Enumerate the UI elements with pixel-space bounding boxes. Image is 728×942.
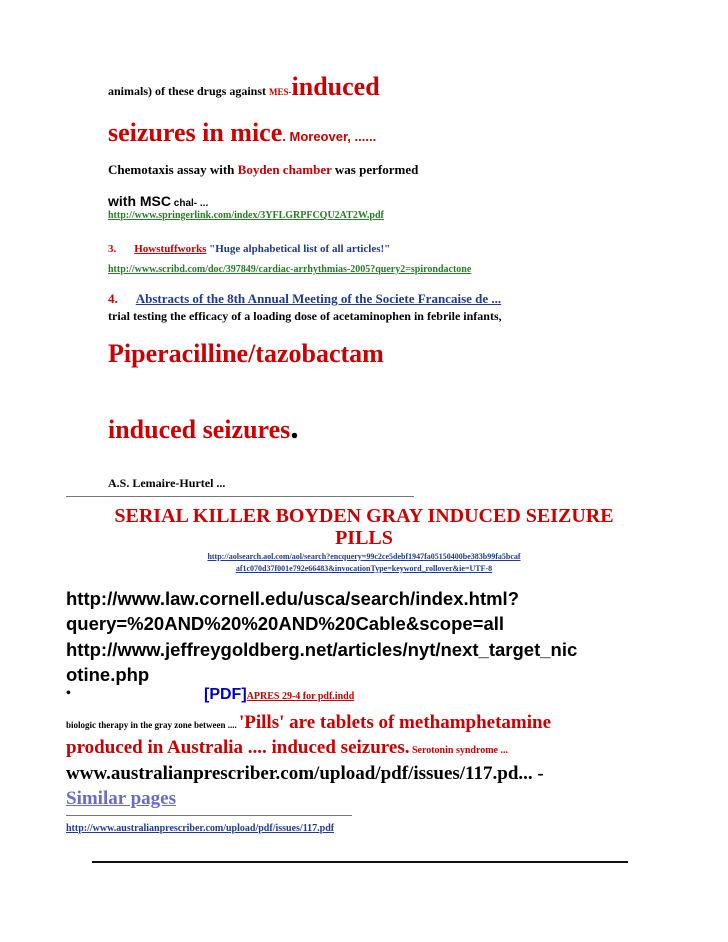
serial-killer-heading-line-1: SERIAL KILLER BOYDEN GRAY INDUCED SEIZURE xyxy=(114,505,614,527)
item-3-text: "Huge alphabetical list of all articles!" xyxy=(206,243,391,255)
biologic-text: biologic therapy in the gray zone between .... xyxy=(66,720,239,730)
goldberg-url-line-1[interactable]: http://www.jeffreygoldberg.net/articles/nyt/next_target_nic xyxy=(66,639,578,660)
goldberg-url-line-2[interactable]: otine.php xyxy=(66,664,150,685)
abstracts-link[interactable]: Abstracts of the 8th Annual Meeting of the Societe Francaise de ... xyxy=(135,291,502,306)
cornell-url-line-1[interactable]: http://www.law.cornell.edu/usca/search/index.html? xyxy=(66,588,519,609)
howstuffworks-link[interactable]: Howstuffworks xyxy=(134,243,207,255)
snippet-line-3 xyxy=(108,162,418,178)
serotonin-text: Serotonin syndrome ... xyxy=(409,745,508,756)
author-line: A.S. Lemaire-Hurtel ... xyxy=(108,476,226,490)
pdf-bullet: • xyxy=(66,686,71,701)
biologic-line xyxy=(66,712,551,734)
aolsearch-url-line-2[interactable]: af1c070d37f001e792e66483&invocationType=keyword_rollover&ie=UTF-8 xyxy=(235,564,493,573)
pills-text: 'Pills' are tablets of methamphetamine xyxy=(238,712,552,733)
induced-seizures-text: induced seizures xyxy=(108,415,291,444)
pdf-tag: [PDF] xyxy=(204,686,247,703)
produced-line xyxy=(66,737,508,759)
induced-word: induced xyxy=(291,72,380,101)
snippet-line-1 xyxy=(108,72,380,102)
divider-top xyxy=(66,496,414,497)
springerlink-url[interactable]: http://www.springerlink.com/index/3YFLGRPFCQU2AT2W.pdf xyxy=(108,210,384,221)
snippet-line-2 xyxy=(108,118,376,148)
similar-pages-link[interactable]: Similar pages xyxy=(66,788,176,809)
seizures-in-mice: seizures in mice xyxy=(108,118,283,147)
performed-text: was performed xyxy=(331,162,419,177)
item-4-number: 4. xyxy=(108,291,118,306)
snippet-line-4 xyxy=(108,193,208,211)
cornell-url-line-2[interactable]: query=%20AND%20%20AND%20Cable&scope=all xyxy=(66,613,505,634)
induced-seizures-line xyxy=(108,409,299,447)
period-mark: . xyxy=(290,409,299,446)
mes-label: MES- xyxy=(269,87,292,97)
item-3 xyxy=(108,243,390,255)
produced-text: produced in Australia .... induced seizures. xyxy=(66,737,410,758)
bottom-pdf-url[interactable]: http://www.australianprescriber.com/upload/pdf/issues/117.pdf xyxy=(66,823,335,834)
piperacilline-heading: Piperacilline/tazobactam xyxy=(108,339,384,368)
apres-pdf-link[interactable]: APRES 29-4 for pdf.indd xyxy=(246,691,355,702)
divider-bottom xyxy=(92,861,628,863)
scribd-url[interactable]: http://www.scribd.com/doc/397849/cardiac-arrhythmias-2005?query2=spirondactone xyxy=(108,264,472,275)
item-4-snippet: trial testing the efficacy of a loading dose of acetaminophen in febrile infants, xyxy=(108,309,502,323)
item-4 xyxy=(108,291,501,307)
aolsearch-url-line-1[interactable]: http://aolsearch.aol.com/aol/search?encquery=99c2ce5debf1947fa05150400be383b99fa5bcaf xyxy=(207,552,521,561)
serial-killer-heading-line-2: PILLS xyxy=(335,527,393,549)
pdf-line xyxy=(204,686,354,704)
chemotaxis-text: Chemotaxis assay with xyxy=(108,162,238,177)
with-msc: with MSC xyxy=(108,193,171,209)
item-3-number: 3. xyxy=(108,243,117,255)
divider-middle xyxy=(66,815,352,816)
boyden-chamber: Boyden chamber xyxy=(237,162,332,177)
moreover-text: . Moreover, ...... xyxy=(282,129,377,144)
chal-text: chal- ... xyxy=(171,198,209,209)
australianprescriber-url[interactable]: www.australianprescriber.com/upload/pdf/issues/117.pd... - xyxy=(66,763,544,784)
snippet-text: animals) of these drugs against xyxy=(108,84,270,98)
